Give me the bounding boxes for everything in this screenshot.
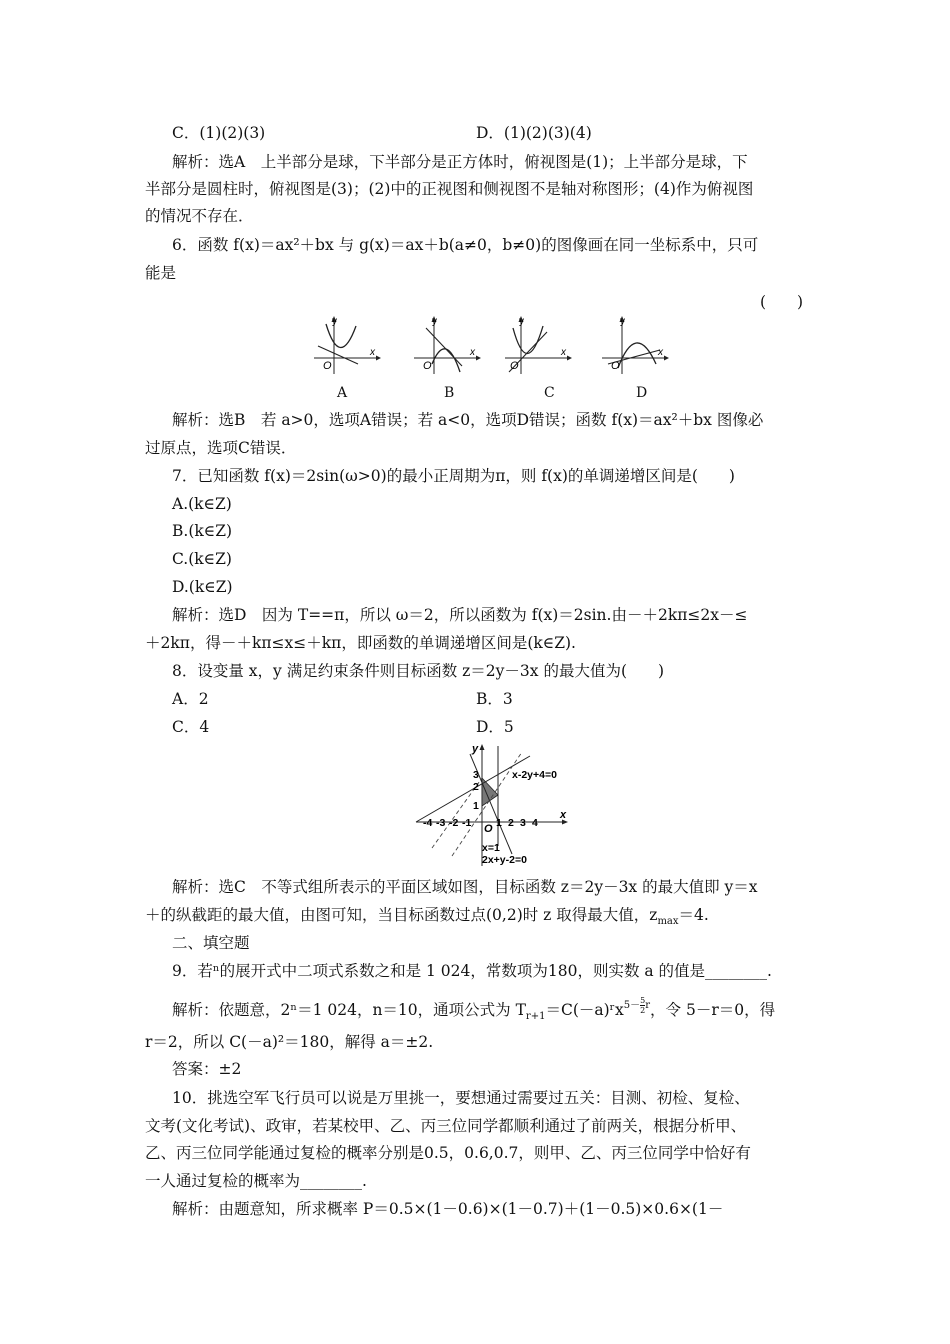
q6-a-origin: O — [323, 360, 332, 372]
q8-line-label-2: x=1 — [482, 842, 500, 854]
q6-solution-line: 过原点，选项C错误． — [145, 439, 297, 457]
q7-option-a: A.(k∈Z) — [172, 495, 232, 513]
q5-solution-line: 的情况不存在． — [145, 207, 254, 225]
q6-label-c: C — [544, 385, 555, 401]
q6-graph-c — [503, 314, 573, 376]
q6-label-a: A — [337, 385, 348, 401]
q7-solution-line: 解析：选D 因为 T==π，所以 ω＝2，所以函数为 f(x)＝2sin.由－＋2kπ≤2x－≤ — [172, 606, 748, 624]
q9-sol-text: 解析：依题意，2ⁿ＝1 024，n＝10，通项公式为 T — [172, 1001, 526, 1019]
q8-solution-text: ＋的纵截距的最大值，由图可知，当目标函数过点(0,2)时 z 取得最大值，z — [145, 906, 658, 924]
q8-tick-y: 2 — [473, 781, 479, 793]
q7-option-d: D.(k∈Z) — [172, 578, 233, 596]
q7-stem: 7．已知函数 f(x)＝2sin(ω>0)的最小正周期为π，则 f(x)的单调递增区间是( ) — [172, 467, 735, 485]
q9-solution-line: r＝2，所以 C(－a)²＝180，解得 a＝±2. — [145, 1033, 434, 1051]
q8-option-c: C．4 — [172, 718, 210, 736]
q5-option-c: C．(1)(2)(3) — [172, 124, 266, 142]
q8-origin: O — [484, 823, 493, 835]
q6-c-y-label: y — [519, 316, 524, 327]
q9-answer: 答案：±2 — [172, 1060, 242, 1078]
q9-stem: 9．若ⁿ的展开式中二项式系数之和是 1 024，常数项为180，则实数 a 的值是________. — [172, 962, 772, 980]
q8-region-graph — [412, 742, 572, 868]
q9-sol-sup-r: r — [645, 1000, 651, 1011]
q8-option-b: B．3 — [476, 690, 513, 708]
q6-a-x-label: x — [370, 347, 375, 358]
q6-label-b: B — [444, 385, 455, 401]
q9-solution-line — [172, 996, 775, 1027]
q6-a-y-label: y — [332, 316, 337, 327]
q6-graph-a — [312, 314, 382, 376]
q6-stem: 能是 — [145, 264, 177, 282]
q6-graph-b — [412, 314, 482, 376]
q8-line-label-3: 2x+y-2=0 — [482, 854, 527, 866]
q8-option-d: D．5 — [476, 718, 514, 736]
q6-d-origin: O — [611, 360, 620, 372]
q8-line-label-1: x-2y+4=0 — [512, 769, 557, 781]
q8-tick-x: -4 — [423, 817, 433, 829]
q8-tick-x: 3 — [520, 817, 526, 829]
q6-label-d: D — [636, 385, 648, 401]
q6-b-x-label: x — [470, 347, 475, 358]
q7-solution-line: ＋2kπ，得－＋kπ≤x≤＋kπ，即函数的单调递增区间是(k∈Z). — [145, 634, 576, 652]
q6-b-y-label: y — [432, 316, 437, 327]
q8-x-label: x — [560, 809, 567, 821]
q9-sol-text: ＝C(－a)ʳx — [545, 1001, 624, 1019]
q5-solution-line: 半部分是圆柱时，俯视图是(3)；(2)中的正视图和侧视图不是轴对称图形；(4)作为俯视图 — [145, 180, 754, 198]
q8-y-label: y — [472, 743, 479, 755]
q8-tick-x: 1 — [496, 817, 502, 829]
section-heading: 二、填空题 — [172, 934, 250, 952]
q5-option-d: D．(1)(2)(3)(4) — [476, 124, 592, 142]
q8-stem: 8．设变量 x，y 满足约束条件则目标函数 z＝2y－3x 的最大值为( ) — [172, 662, 665, 680]
q6-stem: 6．函数 f(x)＝ax²＋bx 与 g(x)＝ax＋b(a≠0，b≠0)的图像画在同一坐标系中，只可 — [172, 236, 759, 254]
q6-b-origin: O — [423, 360, 432, 372]
q6-d-x-label: x — [658, 347, 663, 358]
q8-tick-x: 2 — [508, 817, 514, 829]
q8-solution-text-end: ＝4. — [678, 906, 709, 924]
q6-d-y-label: y — [620, 316, 625, 327]
q9-frac-num: 5 — [640, 996, 646, 1005]
q8-tick-y: 3 — [473, 769, 479, 781]
q8-tick-x: -2 — [449, 817, 459, 829]
q8-tick-x: -1 — [462, 817, 472, 829]
q8-tick-x: -3 — [436, 817, 446, 829]
q8-tick-x: 4 — [532, 817, 538, 829]
q10-stem: 文考(文化考试)、政审，若某校甲、乙、丙三位同学都顺利通过了前两关，根据分析甲、 — [145, 1117, 747, 1135]
q10-stem: 一人通过复检的概率为________. — [145, 1172, 367, 1190]
q8-solution-sub: max — [657, 916, 679, 928]
q5-solution-line: 解析：选A 上半部分是球，下半部分是正方体时，俯视图是(1)；上半部分是球，下 — [172, 153, 748, 171]
q10-stem: 10．挑选空军飞行员可以说是万里挑一，要想通过需要过五关：目测、初检、复检、 — [172, 1089, 750, 1107]
q6-c-x-label: x — [561, 347, 566, 358]
q9-sol-sub: r+1 — [525, 1011, 546, 1023]
q7-option-c: C.(k∈Z) — [172, 550, 232, 568]
q6-solution-line: 解析：选B 若 a>0，选项A错误；若 a<0，选项D错误；函数 f(x)＝ax²＋bx 图像必 — [172, 411, 764, 429]
q6-answer-paren: ( ) — [760, 293, 804, 311]
q8-option-a: A．2 — [172, 690, 209, 708]
q8-solution-line — [145, 905, 709, 932]
q8-solution-line: 解析：选C 不等式组所表示的平面区域如图，目标函数 z＝2y－3x 的最大值即 y＝x — [172, 878, 758, 896]
q9-sol-sup-text: 5－ — [623, 1000, 641, 1011]
q8-tick-y: 1 — [473, 800, 479, 812]
q6-c-origin: O — [510, 360, 519, 372]
q9-sol-text: ，令 5－r＝0，得 — [650, 1001, 776, 1019]
q6-graph-d — [600, 314, 670, 376]
q7-option-b: B.(k∈Z) — [172, 522, 233, 540]
q9-frac-den: 2 — [640, 1006, 646, 1015]
q9-sol-sup — [623, 996, 651, 1015]
q10-stem: 乙、丙三位同学能通过复检的概率分别是0.5，0.6,0.7，则甲、乙、丙三位同学中恰好有 — [145, 1144, 751, 1162]
q10-solution-line: 解析：由题意知，所求概率 P＝0.5×(1－0.6)×(1－0.7)＋(1－0.5)×0.6×(1－ — [172, 1200, 724, 1218]
